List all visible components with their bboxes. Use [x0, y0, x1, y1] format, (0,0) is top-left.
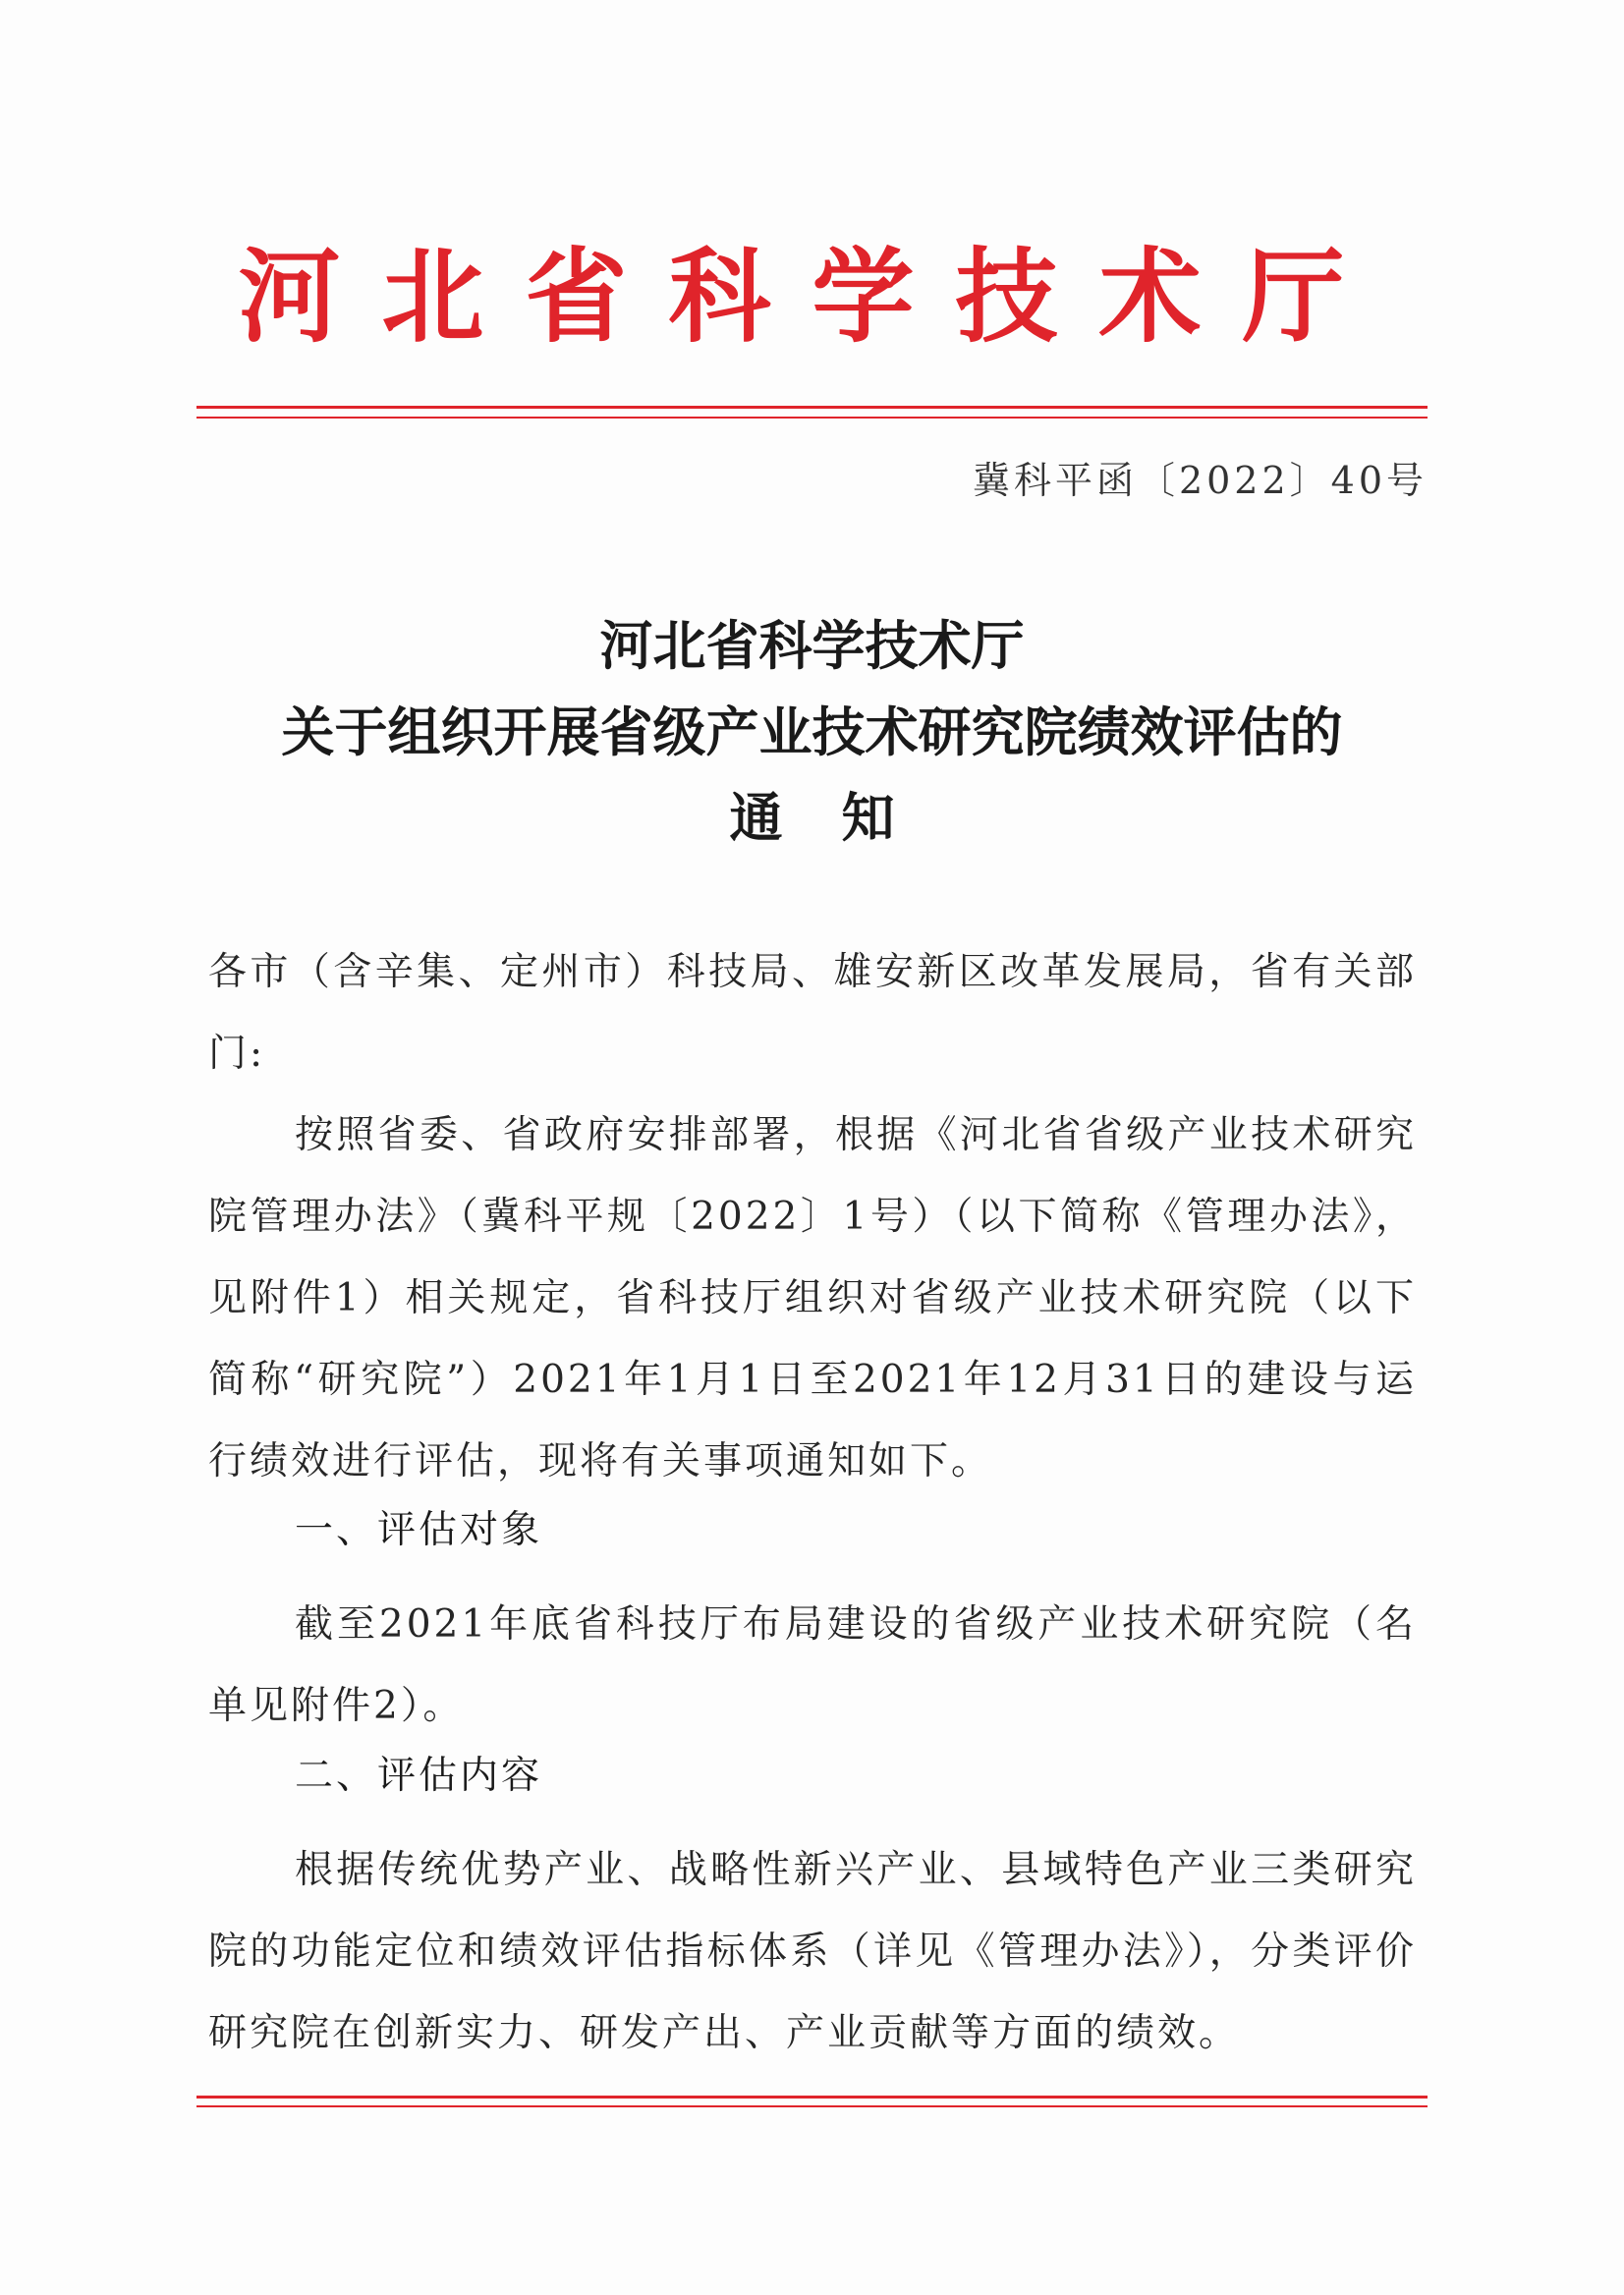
section-2-heading: 二、评估内容: [295, 1754, 543, 1798]
section-1-text: 截至2021年底省科技厅布局建设的省级产业技术研究院（名单见附件2）。: [208, 1602, 1417, 1728]
document-title-line-1: 河北省科学技术厅: [599, 614, 1025, 677]
footer-rule-thin: [196, 2105, 1428, 2107]
section-2-text: 根据传统优势产业、战略性新兴产业、县域特色产业三类研究院的功能定位和绩效评估指标体系（详见《管理办法》），分类评价研究院在创新实力、研发产出、产业贡献等方面的绩效。: [208, 1848, 1417, 2055]
document-title-line-3: 通知: [729, 786, 954, 849]
section-1-heading: 一、评估对象: [295, 1508, 543, 1552]
letterhead-rule-thick: [196, 406, 1428, 409]
intro-paragraph: 按照省委、省政府安排部署，根据《河北省省级产业技术研究院管理办法》（冀科平规〔2022〕1号）（以下简称《管理办法》，见附件1）相关规定，省科技厅组织对省级产业技术研究院（以下简称“研究院”）2021年1月1日至2021年12月31日的建设与运行绩效进行评估，现将有关事项通知如下。: [208, 1113, 1417, 1483]
letterhead-rule-thin: [196, 417, 1428, 419]
document-number: 冀科平函〔2022〕40号: [972, 459, 1428, 502]
footer-rule-thick: [196, 2096, 1428, 2099]
document-title-line-2: 关于组织开展省级产业技术研究院绩效评估的: [281, 700, 1343, 763]
letterhead-title: 河北省科学技术厅: [238, 237, 1386, 357]
salutation: 各市（含辛集、定州市）科技局、雄安新区改革发展局，省有关部门:: [208, 950, 1417, 1076]
